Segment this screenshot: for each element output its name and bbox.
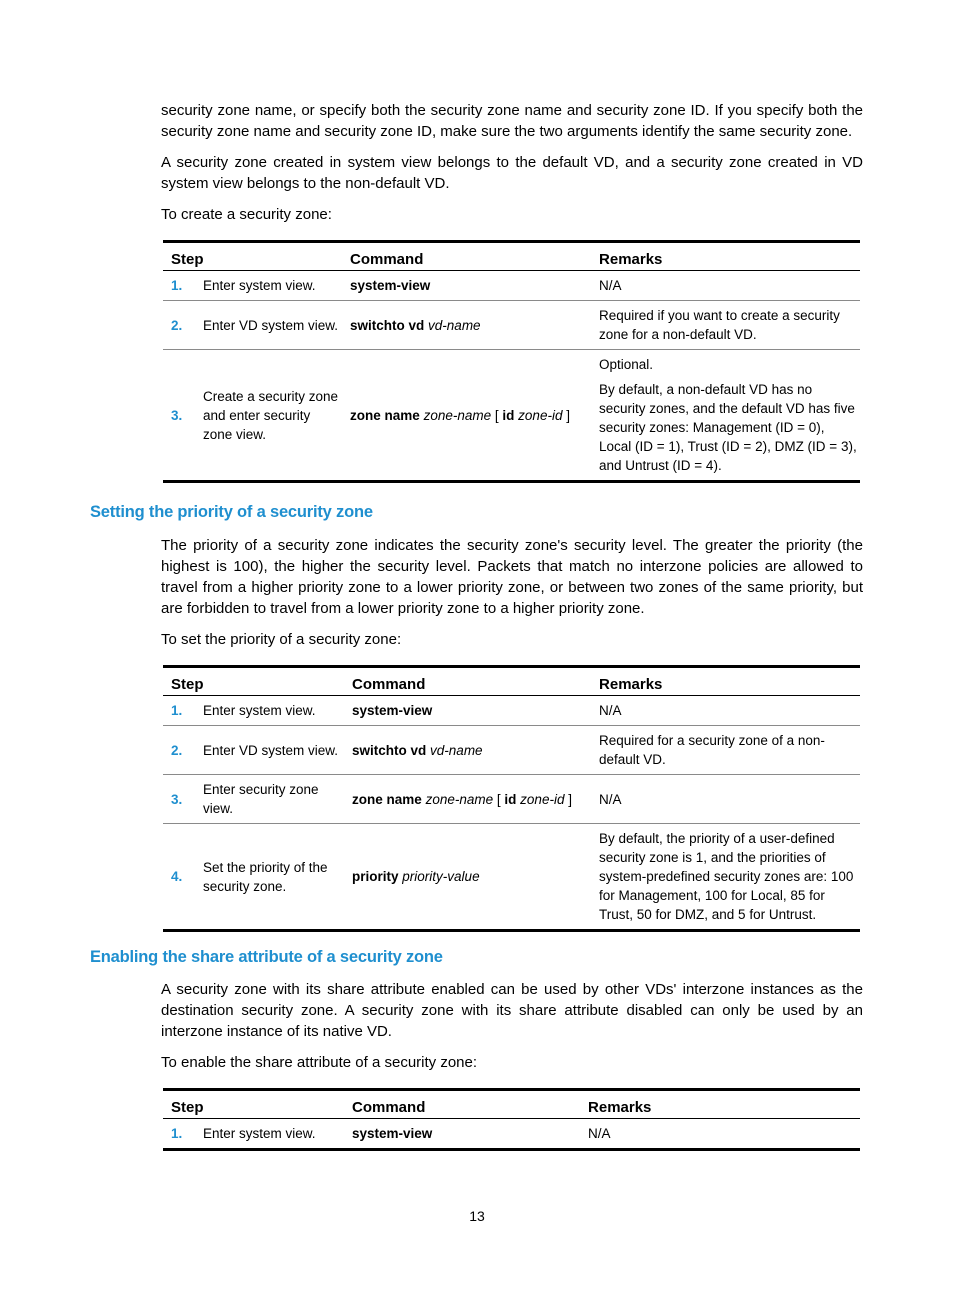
command-argument: vd-name: [430, 742, 483, 758]
intro-text: [161, 100, 863, 225]
remarks-cell: [591, 696, 860, 726]
table-row: [163, 1119, 860, 1150]
table-row: [163, 824, 860, 931]
command-argument: vd-name: [428, 317, 481, 333]
command-cell: [342, 271, 591, 301]
command-keyword: priority: [352, 869, 399, 884]
table-header-row: [163, 1090, 860, 1119]
table-row: [163, 350, 860, 482]
command-argument: zone-name: [425, 791, 494, 807]
table-header-row: [163, 667, 860, 696]
header-command: Command: [352, 676, 426, 693]
command-cell: [344, 775, 591, 824]
command-cell: [342, 350, 591, 482]
command-keyword: switchto vd: [352, 742, 427, 758]
optional-close-bracket: ]: [568, 791, 572, 807]
header-remarks: Remarks: [599, 676, 663, 693]
remark-text: Required for a security zone of a non-default VD.: [599, 733, 825, 767]
step-description: Enter system view.: [203, 1126, 316, 1141]
optional-open-bracket: [: [496, 791, 501, 807]
optional-close-bracket: ]: [566, 407, 570, 423]
step-number: 1.: [171, 1126, 183, 1141]
step-description: Enter VD system view.: [203, 317, 339, 333]
create-zone-table: [163, 240, 860, 483]
command-keyword: zone name: [350, 407, 420, 423]
header-step: Step: [171, 251, 204, 268]
remarks-cell: [591, 350, 860, 482]
step-number: 4.: [171, 869, 183, 884]
optional-open-bracket: [: [494, 407, 499, 423]
command-keyword: zone name: [352, 791, 422, 807]
header-step: Step: [171, 676, 204, 693]
priority-paragraph-1: The priority of a security zone indicates the security zone's security level. The greater the priority (the highest is 100), the higher the security level. Packets that match no interzone policies are allowed to travel from a higher priority zone to a lower priority zone, or between two zones of the same priority, but are forbidden to travel from a lower priority zone to a higher priority zone.: [161, 537, 863, 617]
step-description: Enter security zone view.: [203, 782, 319, 816]
command-cell: [344, 696, 591, 726]
command-argument-zone-id: zone-id: [518, 407, 563, 423]
share-text: [161, 979, 863, 1073]
remarks-cell: [591, 775, 860, 824]
remark-text: Optional.: [599, 357, 654, 372]
step-number: 1.: [171, 703, 183, 718]
priority-table: [163, 665, 860, 932]
share-paragraph-1: A security zone with its share attribute enabled can be used by other VDs' interzone instances as the destination security zone. A security zone with its share attribute disabled can only be used by an interzone instance of its native VD.: [161, 981, 863, 1040]
header-step: Step: [171, 1099, 204, 1116]
remark-text: N/A: [599, 703, 622, 718]
table-row: [163, 301, 860, 350]
step-number: 3.: [171, 407, 183, 423]
step-description: Enter VD system view.: [203, 742, 339, 758]
remarks-cell: [591, 301, 860, 350]
table-row: [163, 775, 860, 824]
command-keyword: system-view: [350, 278, 431, 293]
step-number: 3.: [171, 791, 183, 807]
header-remarks: Remarks: [599, 251, 663, 268]
remark-text: By default, the priority of a user-defined security zone is 1, and the priorities of system-predefined security zones are: 100 for Management, 100 for Local, 85 for Trust, 50 for DMZ, and 5 for Untrust.: [599, 831, 854, 922]
section-heading-priority: Setting the priority of a security zone: [90, 503, 373, 521]
step-description: Create a security zone and enter security zone view.: [203, 388, 339, 442]
remarks-cell: [591, 824, 860, 931]
remarks-cell: [580, 1119, 860, 1150]
remark-text: N/A: [588, 1126, 611, 1141]
page-number: 13: [469, 1208, 485, 1224]
header-remarks: Remarks: [588, 1099, 652, 1116]
command-cell: [344, 1119, 580, 1150]
command-keyword: system-view: [352, 1126, 433, 1141]
table-row: [163, 696, 860, 726]
step-number: 2.: [171, 317, 183, 333]
step-number: 2.: [171, 742, 183, 758]
table-header-row: [163, 242, 860, 271]
intro-paragraph-1: security zone name, or specify both the security zone name and security zone ID. If you specify both the security zone name and security zone ID, make sure the two arguments identify the same security zone.: [161, 102, 863, 140]
command-cell: [342, 301, 591, 350]
priority-paragraph-2: To set the priority of a security zone:: [161, 631, 402, 648]
remark-text: N/A: [599, 791, 622, 807]
step-description: Enter system view.: [203, 278, 316, 293]
command-keyword-id: id: [504, 791, 517, 807]
share-paragraph-2: To enable the share attribute of a security zone:: [161, 1054, 478, 1071]
command-argument: zone-name: [423, 407, 492, 423]
step-description: Enter system view.: [203, 703, 316, 718]
remark-text: Required if you want to create a security zone for a non-default VD.: [599, 308, 840, 342]
header-command: Command: [350, 251, 424, 268]
command-keyword: system-view: [352, 703, 433, 718]
header-command: Command: [352, 1099, 426, 1116]
command-keyword-id: id: [502, 407, 515, 423]
table-row: [163, 271, 860, 301]
table-row: [163, 726, 860, 775]
priority-text: [161, 535, 863, 650]
remarks-cell: [591, 726, 860, 775]
step-description: Set the priority of the security zone.: [203, 859, 328, 894]
command-argument-zone-id: zone-id: [520, 791, 565, 807]
remark-text: By default, a non-default VD has no security zones, and the default VD has five security zones: Management (ID = 0), Local (ID = 1), Trust (ID = 2), DMZ (ID = 3), and Untrust (ID = 4).: [599, 382, 857, 473]
section-heading-share: Enabling the share attribute of a security zone: [90, 948, 443, 966]
command-cell: [344, 726, 591, 775]
remark-text: N/A: [599, 278, 622, 293]
share-table: [163, 1088, 860, 1151]
step-number: 1.: [171, 278, 183, 293]
intro-paragraph-3: To create a security zone:: [161, 206, 332, 223]
command-cell: [344, 824, 591, 931]
intro-paragraph-2: A security zone created in system view belongs to the default VD, and a security zone created in VD system view belongs to the non-default VD.: [161, 154, 863, 192]
remarks-cell: [591, 271, 860, 301]
command-argument: priority-value: [402, 869, 480, 884]
command-keyword: switchto vd: [350, 317, 425, 333]
